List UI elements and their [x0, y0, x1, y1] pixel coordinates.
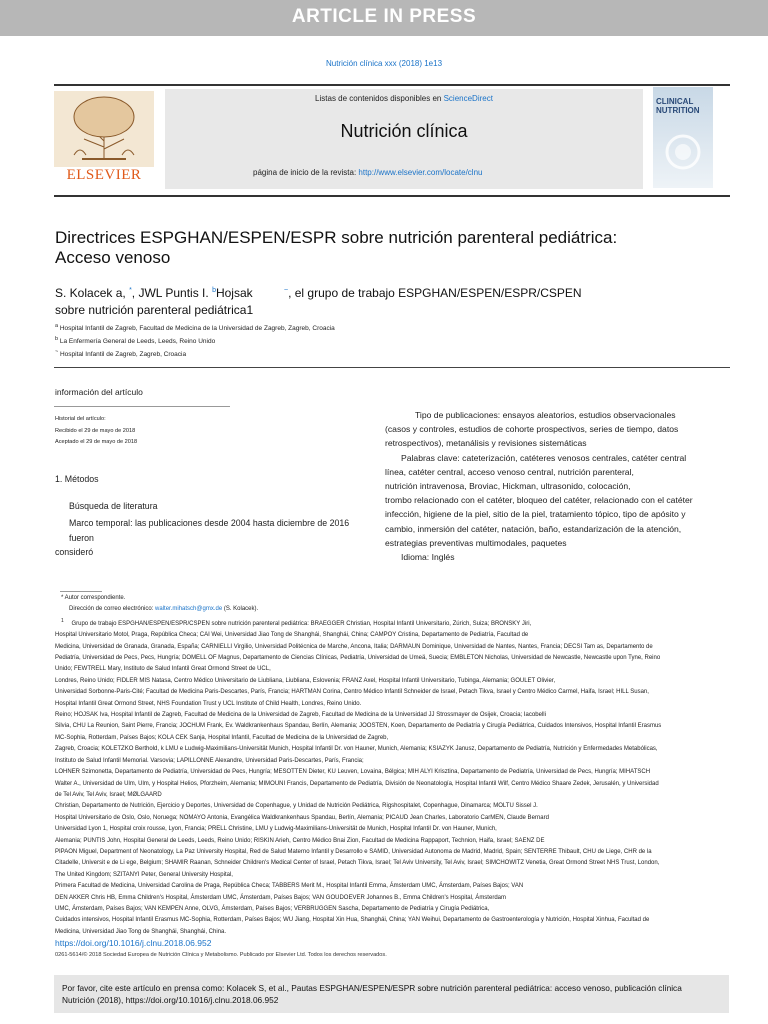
- author-kolacek: S. Kolacek a,: [55, 286, 126, 300]
- history-heading: Historial del artículo:: [55, 416, 106, 422]
- author-working-group: , el grupo de trabajo ESPGHAN/ESPEN/ESPR/CSPEN: [288, 286, 582, 300]
- group-footnote-line: Citadelle, Universit e de Li ege, Belgium; SHAMIR Raanan, Schneider Children's Medical Center of Israel, Petach Tikva, Israel; Tel Aviv University, Tel Aviv, Israel; SIMCHOWITZ Venetia, Great Ormond Street NHS Trust, London,: [55, 860, 660, 867]
- author-line-2: sobre nutrición parenteral pediátrica1: [55, 303, 254, 317]
- journal-header-box: [165, 89, 643, 189]
- article-info-rule: [54, 406, 230, 407]
- elsevier-logo[interactable]: [54, 89, 154, 189]
- group-footnote-line: Alemania; PUNTIS John, Hospital General de Leeds, Leeds, Reino Unido; RISKIN Arieh, Centro Médico Bnai Zion, Facultad de Medicina Rappaport, Technion, Haifa, Israel; SAENZ DE: [55, 837, 545, 844]
- article-in-press-banner: ARTICLE IN PRESS: [0, 0, 768, 36]
- literature-search: Búsqueda de literatura: [69, 501, 158, 512]
- group-footnote-line: Christian, Departamento de Nutrición, Ejercicio y Deportes, Universidad de Copenhague, y Unidad de Nutrición Pediátrica, Rigshospitalet, Copenhague, Dinamarca; MOLTU Sissel J.: [55, 803, 538, 810]
- keywords-cont: estrategias preventivas multimodales, paquetes: [385, 537, 567, 548]
- group-footnote-line: Silvia, CHU La Reunion, Saint Pierre, Francia; JOCHUM Frank, Ev. Waldkrankenhaus Spandau, Berlín, Alemania; JOOSTEN, Koen, Departamento de Pediatría y Cirugía Pediátrica, Cuidados Intensivos, Hospital Infantil Erasmus: [55, 723, 662, 730]
- publication-types: Tipo de publicaciones: ensayos aleatorios, estudios observacionales: [415, 410, 676, 420]
- article-info-heading: información del artículo: [55, 387, 143, 397]
- cover-graphic-icon: [661, 127, 705, 177]
- copyright-line: 0261-5614/© 2018 Sociedad Europea de Nutrición Clínica y Metabolismo. Publicado por Elsevier Ltd. Todos los derechos reservados.: [55, 952, 387, 958]
- methods-section: [55, 472, 375, 559]
- homepage-link[interactable]: http://www.elsevier.com/locate/clnu: [358, 168, 483, 177]
- journal-cover-image[interactable]: [653, 87, 713, 188]
- group-footnote-line: MC-Sophia, Rotterdam, Países Bajos; KOLA CEK Sanja, Hospital Infantil, Facultad de Medicina de la Universidad de Zagreb,: [55, 734, 389, 741]
- group-footnote-mark: 1: [61, 617, 64, 624]
- journal-citation[interactable]: Nutrición clínica xxx (2018) 1e13: [325, 59, 443, 68]
- group-footnote-line: DEN AKKER Chris HB, Emma Children's Hospital, Ámsterdam UMC, Ámsterdam, Países Bajos; VAN GOUDOEVER Johannes B., Emma Children's Hospital, Ámsterdam: [55, 894, 506, 901]
- affiliation-text: Hospital Infantil de Zagreb, Zagreb, Croacia: [59, 351, 187, 359]
- group-footnote-line: The United Kingdom; SZITANYI Peter, General University Hospital,: [55, 871, 233, 878]
- time-frame: Marco temporal: las publicaciones desde 2004 hasta diciembre de 2016 fueron: [69, 518, 350, 543]
- group-footnote-line: Medicina, Universidad Jiao Tong de Shanghái, Shanghái, China.: [55, 928, 227, 935]
- group-footnote-line: Hospital Universitario Motol, Praga, República Checa; CAI Wei, Universidad Jiao Tong de Shanghái, Shanghái, China; CAMPOY Cristina, Departamento de Pediatría, Facultad de: [55, 632, 529, 639]
- footnote-rule: [60, 591, 102, 592]
- group-footnote-line: Unido; FEWTRELL Mary, Instituto de Salud Infantil Great Ormond Street de UCL,: [55, 666, 271, 673]
- affiliations: [55, 321, 695, 360]
- author-list: [55, 282, 695, 319]
- keywords-cont: cambio, inmersión del catéter, natación, baño, estandarización de la atención,: [385, 523, 682, 534]
- group-footnote-line: Instituto de Salud Infantil Memorial. Varsovia; LAPILLONNE Alexandre, Universidad Paris-Descartes, París, Francia;: [55, 757, 364, 764]
- group-footnote-line: Grupo de trabajo ESPGHAN/ESPEN/ESPR/CSPEN sobre nutrición parenteral pediátrica: BRAEGGER Christian, Hospital Infantil Universitario, Zúrich, Suiza; BRONSKY Jiri,: [71, 620, 532, 627]
- title-line-1: Directrices ESPGHAN/ESPEN/ESPR sobre nutrición parenteral pediátrica:: [55, 228, 618, 247]
- header-top-rule: [54, 84, 730, 86]
- group-footnote-line: PIPAON Miguel, Department of Neonatology, La Paz University Hospital, Red de Salud Materno Infantil y Desarrollo e SAMID, Universidad Autonoma de Madrid, Madrid, Spain; SENTERRE Thibault, CHU de Liege, CHR de la: [55, 848, 652, 855]
- group-footnote-line: Pediatría, Universidad de Pecs, Pecs, Hungría; DOMELL OF Magnus, Departamento de Ciencias Clínicas, Pediatría, Universidad de Umeä, Suecia; EMBLETON Nicholas, Universidad de Newcastle, Newcastle upon Tyne, Reino: [55, 655, 661, 662]
- publication-types-cont: (casos y controles, estudios de cohorte prospectivos, series de tiempo, datos: [385, 424, 679, 435]
- email-line: [55, 604, 730, 615]
- author-hojsak: Hojsak: [215, 286, 253, 300]
- cite-article-box: [54, 975, 729, 1013]
- cite-text: [62, 982, 724, 1006]
- article-title: [55, 228, 695, 268]
- group-footnote-line: Medicina, Universidad de Granada, Granada, España; CARNIELLI Virgilio, Universidad Politécnica de Marche, Ancona, Italia; DARMAUN Dominique, Universidad de Nantes, Nantes, Francia; DECSI Tam as, Departamento de: [55, 643, 653, 650]
- article-history: [55, 414, 137, 449]
- group-footnote-line: Universidad Sorbonne-Paris-Cité; Facultad de Medicina Paris-Descartes, París, Francia; HARTMAN Corina, Centro Médico Infantil Schneider de Israel, Petach Tikva, Israel y Centro Médico Carmel, Haifa, Israel; HILL Susan,: [55, 689, 649, 696]
- keywords-cont: infección, higiene de la piel, sitio de la piel, tratamiento tópico, tipo de apósito y: [385, 509, 686, 520]
- publication-types-cont: retrospectivos), metanálisis y revisiones sistemáticas: [385, 438, 587, 449]
- author-mark-asterisk[interactable]: *: [129, 287, 132, 294]
- journal-name: Nutrición clínica: [340, 121, 468, 141]
- contents-availability: [165, 94, 643, 103]
- affiliation-a: [55, 321, 695, 334]
- homepage-prefix: página de inicio de la revista:: [253, 168, 359, 177]
- history-accepted: Aceptado el 29 de mayo de 2018: [55, 439, 138, 445]
- publication-details: [385, 408, 730, 564]
- methods-heading: 1. Métodos: [55, 474, 99, 484]
- group-footnote-line: Reino; HOJSAK Iva, Hospital Infantil de Zagreb, Facultad de Medicina de la Universidad de Zagreb, Facultad de Medicina de la Universidad JJ Strossmayer de Osijek, Croacia; Iacobelli: [55, 712, 546, 719]
- keywords: Palabras clave: cateterización, catéteres venosos centrales, catéter central: [401, 452, 687, 463]
- group-footnote-first: [55, 616, 730, 630]
- cover-title-line1: CLINICAL: [656, 97, 694, 106]
- affiliation-mark: b: [55, 336, 59, 343]
- group-footnote-line: Hospital Infantil Great Ormond Street, NHS Foundation Trust y UCL Institute of Child Health, Londres, Reino Unido.: [55, 700, 362, 707]
- email-link[interactable]: walter.mihatsch@gmx.de: [155, 606, 223, 613]
- group-footnote-line: LOHNER Szimonetta, Departamento de Pediatría, Universidad de Pecs, Hungría; MESOTTEN Dieter, KU Leuven, Lovaina, Bélgica; MIH ALYI Krisztina, Departamento de Pediatría, Universidad de Pecs, Hungría; MIHATSCH: [55, 769, 651, 776]
- affiliation-mark: ~: [55, 349, 59, 356]
- cite-line-1: Por favor, cite este artículo en prensa como: Kolacek S, et al., Pautas ESPGHAN/ESPEN/ESPR sobre nutrición parenteral pediátrica: acceso venoso, publicación clínica: [62, 983, 682, 993]
- keywords-cont: trombo relacionado con el catéter, bloqueo del catéter, relacionado con el catéter: [385, 495, 693, 506]
- affiliation-mark: a: [55, 323, 59, 329]
- group-footnote-line: de Tel Aviv, Tel Aviv, Israel; MØLGAARD: [55, 791, 162, 798]
- contents-prefix: Listas de contenidos disponibles en: [315, 94, 444, 103]
- doi-link[interactable]: https://doi.org/10.1016/j.clnu.2018.06.952: [55, 938, 212, 948]
- keywords-cont: nutrición intravenosa, Broviac, Hickman, ultrasonido, colocación,: [385, 481, 631, 492]
- time-frame-cont: consideró: [55, 546, 94, 557]
- email-prefix: Dirección de correo electrónico:: [69, 606, 156, 613]
- group-footnote-line: Londres, Reino Unido; FIDLER MIS Natasa, Centro Médico Universitario de Liubliana, Liubliana, Eslovenia; FRANZ Axel, Hospital Infantil Universitario, Tubinga, Alemania; GOULET Olivier,: [55, 677, 556, 684]
- language: Idioma: Inglés: [401, 552, 455, 563]
- history-received: Recibido el 29 de mayo de 2018: [55, 427, 136, 434]
- keywords-cont: línea, catéter central, acceso venoso central, nutrición parenteral,: [385, 466, 634, 477]
- footnotes: [55, 593, 730, 938]
- affiliation-c: [55, 347, 695, 360]
- affiliation-text: La Enfermería General de Leeds, Leeds, Reino Unido: [59, 338, 216, 346]
- cite-line-2: Nutrición (2018), https://doi.org/10.1016/j.clnu.2018.06.952: [62, 995, 279, 1005]
- title-line-2: Acceso venoso: [55, 248, 171, 267]
- affiliation-b: [55, 334, 695, 347]
- affiliation-text: Hospital Infantil de Zagreb, Facultad de Medicina de la Universidad de Zagreb, Zagreb, Croacia: [59, 325, 335, 333]
- group-footnote-line: Universidad Lyon 1, Hospital croix rousse, Lyon, Francia; PRELL Christine, LMU y Ludwig-Maximilians-Universität de Munich, Hospital Infantil Dr. von Hauner, Munich,: [55, 826, 497, 833]
- email-suffix: (S. Kolacek).: [222, 606, 259, 613]
- author-puntis: , JWL Puntis I.: [131, 286, 209, 300]
- group-footnote-line: Zagreb, Croacia; KOLETZKO Berthold, k LMU e Ludwig-Maximilians-Universität Munich, Hospital Infantil Dr. von Hauner, Munich, Alemania; KSIAZYK Janusz, Departamento de Pediatría, Nutrición y Enfermedades Metabólicas,: [55, 746, 658, 753]
- sciencedirect-link[interactable]: ScienceDirect: [443, 94, 493, 103]
- group-footnote-line: Primera Facultad de Medicina, Universidad Carolina de Praga, República Checa; TABBERS Merit M., Hospital Infantil Emma, Ámsterdam UMC, Ámsterdam, Países Bajos; VAN: [55, 883, 524, 890]
- group-footnote-line: Hospital Universitario de Oslo, Oslo, Noruega; NOMAYO Antonia, Evangélica Waldkrankenhaus Spandau, Berlín, Alemania; PICAUD Jean Charles, Laboratorio CarMEN, Claude Bernard: [55, 814, 549, 821]
- author-mark-b[interactable]: b: [212, 287, 216, 294]
- article-info-top-rule: [54, 367, 730, 368]
- group-footnote-line: Cuidados intensivos, Hospital Infantil Erasmus MC-Sophia, Rotterdam, Países Bajos; WU Jiang, Hospital Xin Hua, Shanghái, China; YAN Weihui, Departamento de Gastroenterología y Nutrición, Hospital Xinhua, Facultad de: [55, 917, 650, 924]
- group-footnote-line: UMC, Ámsterdam, Países Bajos; VAN KEMPEN Anne, OLVG, Ámsterdam, Países Bajos; VERBRUGGEN Sascha, Departamento de Pediatría y Cirugía Pediátrica,: [55, 905, 490, 912]
- cover-title-line2: NUTRITION: [656, 106, 700, 115]
- group-footnote-line: Walter A., Universidad de Ulm, Ulm, y Hospital Helios, Pforzheim, Alemania; MIMOUNI Francis, Departamento de Pediatría, División de Neonatología, Hospital Infantil Wilf, Centro Médico Shaare Zedek, Jerusalén, y Universidad: [55, 780, 659, 787]
- author-line-1: [55, 282, 695, 302]
- author-mark-tilde[interactable]: ~: [284, 287, 289, 294]
- journal-homepage: [253, 168, 633, 177]
- elsevier-wordmark: ELSEVIER: [66, 167, 142, 183]
- header-bottom-rule: [54, 195, 730, 197]
- corresponding-author: * Autor correspondiente.: [61, 595, 126, 601]
